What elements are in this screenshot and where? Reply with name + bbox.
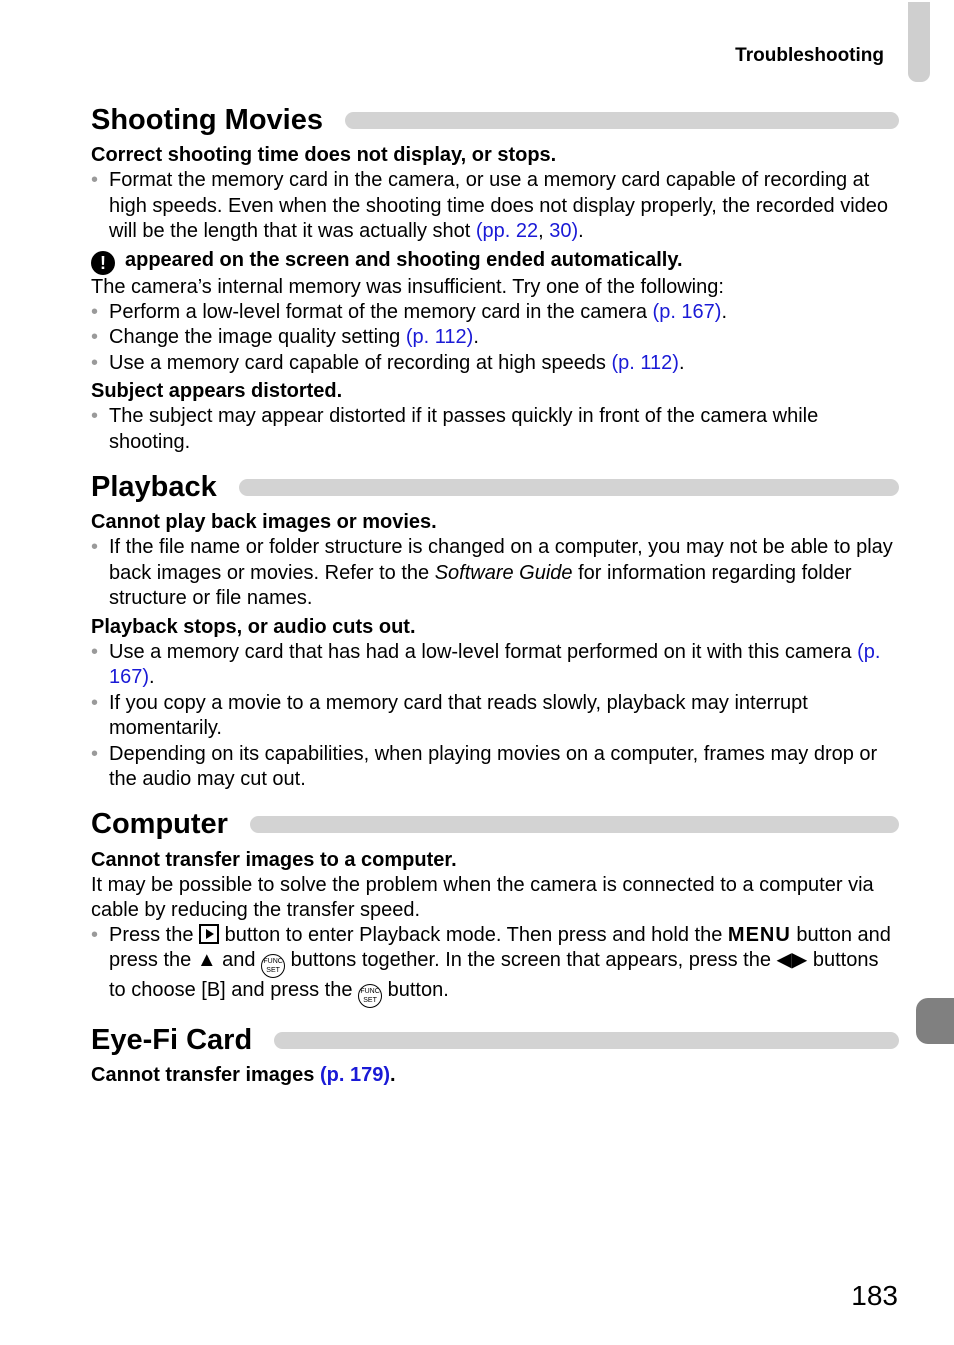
list-item: • Change the image quality setting (p. 112). <box>91 325 899 351</box>
thumb-tab-side <box>916 998 954 1044</box>
page-link[interactable]: (p. 167) <box>652 300 722 323</box>
section-heading-playback <box>91 467 899 507</box>
thumb-tab-top <box>908 2 930 82</box>
list-item: • If the file name or folder structure is changed on a computer, you may not be able to play back images or movies. Refer to the Software Guide for information regarding folder structure or file names. <box>91 535 899 612</box>
page-content <box>91 100 899 1088</box>
question-heading: Correct shooting time does not display, or stops. <box>91 144 557 166</box>
question-heading: Cannot transfer images (p. 179). <box>91 1064 396 1086</box>
page-link[interactable]: (p. 112) <box>405 326 474 348</box>
bullet-list <box>91 923 899 1009</box>
page-link[interactable]: (p. 179) <box>319 1064 390 1086</box>
question-heading: Cannot transfer images to a computer. <box>91 848 457 871</box>
page-number: 183 <box>851 1280 898 1311</box>
list-item: • If you copy a movie to a memory card that reads slowly, playback may interrupt momentarily. <box>91 691 899 742</box>
bullet-list <box>91 535 899 612</box>
left-right-arrows-icon: ◀▶ <box>776 949 808 971</box>
up-arrow-icon: ▲ <box>196 949 217 971</box>
list-item: • Perform a low-level format of the memory card in the camera (p. 167). <box>91 300 899 326</box>
list-item: • Format the memory card in the camera, or use a memory card capable of recording at high speeds. Even when the shooting time does not display properly, the recorded video will be the length that it was actually shot (pp. 22, 30). <box>91 168 899 245</box>
section-rule <box>239 479 899 496</box>
func-set-button-icon: FUNC SET <box>261 954 285 978</box>
section-heading-shooting-movies <box>91 100 899 140</box>
section-heading-eye-fi-card <box>91 1020 899 1060</box>
section-title: Playback <box>91 470 217 503</box>
section-title: Shooting Movies <box>91 103 323 136</box>
list-item: • Use a memory card capable of recording at high speeds (p. 112). <box>91 351 899 377</box>
page-link[interactable]: (p. 112) <box>611 351 679 374</box>
list-item: • The subject may appear distorted if it passes quickly in front of the camera while shooting. <box>91 404 899 455</box>
section-rule <box>250 816 899 833</box>
question-heading: Subject appears distorted. <box>91 380 343 402</box>
paragraph: It may be possible to solve the problem when the camera is connected to a computer via cable by reducing the transfer speed. <box>91 873 874 921</box>
menu-button-icon: MENU <box>727 923 791 946</box>
section-title: Computer <box>91 808 228 840</box>
bullet-list <box>91 300 899 377</box>
list-item: • Use a memory card that has had a low-level format performed on it with this camera (p. 167). <box>91 640 899 691</box>
playback-button-icon <box>199 924 219 944</box>
section-rule <box>345 112 899 129</box>
running-header: Troubleshooting <box>735 45 884 66</box>
list-item: • Press the button to enter Playback mode. Then press and hold the MENU button and press the ▲ and FUNC SET buttons together. In the screen that appears, press the ◀▶ buttons to choose [B] and press the FUNC SET button. <box>91 923 899 1009</box>
section-heading-computer <box>91 805 899 845</box>
bullet-list <box>91 168 899 245</box>
page-link[interactable]: (pp. 22 <box>475 220 539 242</box>
question-heading: Cannot play back images or movies. <box>91 511 437 533</box>
page-link[interactable]: 30) <box>549 220 579 242</box>
warning-icon: ! <box>91 251 115 275</box>
bullet-list <box>91 640 899 793</box>
section-rule <box>274 1032 899 1049</box>
question-heading: ! appeared on the screen and shooting ended automatically. <box>91 248 899 275</box>
question-heading: Playback stops, or audio cuts out. <box>91 615 416 638</box>
bullet-list <box>91 404 899 455</box>
list-item: • Depending on its capabilities, when playing movies on a computer, frames may drop or the audio may cut out. <box>91 742 899 793</box>
paragraph: The camera’s internal memory was insufficient. Try one of the following: <box>91 275 724 298</box>
section-title: Eye-Fi Card <box>91 1023 253 1056</box>
page-link[interactable]: (p. 167) <box>109 640 881 688</box>
manual-title: Software Guide <box>434 561 573 584</box>
func-set-button-icon: FUNC SET <box>358 984 382 1008</box>
